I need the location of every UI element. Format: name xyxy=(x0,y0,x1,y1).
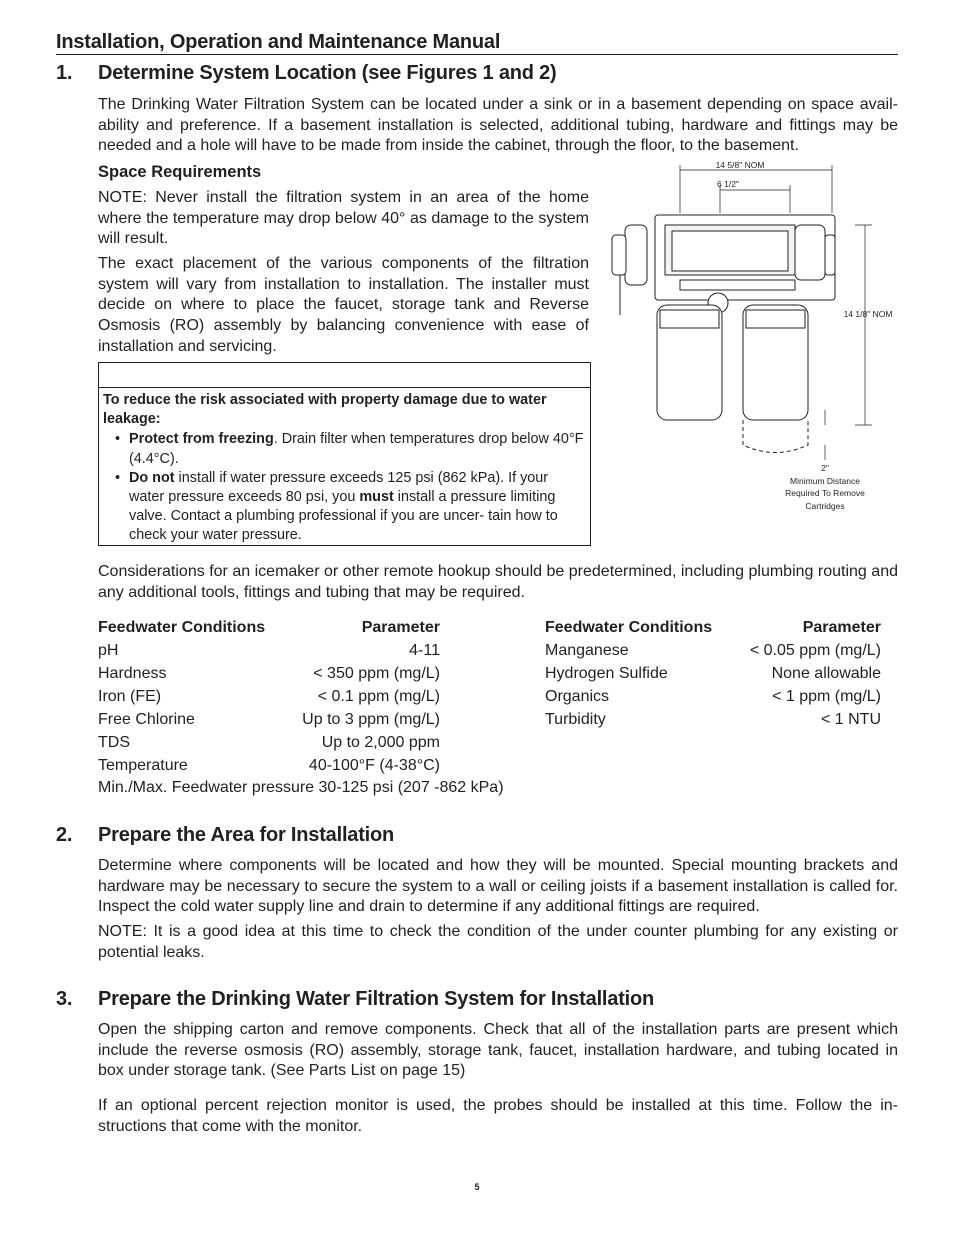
section-1-intro: The Drinking Water Filtration System can be located under a sink or in a basement depending on space avail- ability and preference. If a basement installation is selected, additional tubing, hardware and fittings may be needed and a hole will have to be made from inside the cabinet, through the floor, to the basement. xyxy=(98,96,898,155)
table-row xyxy=(98,662,440,685)
clearance-note-line-2: Required To Remove xyxy=(785,488,865,498)
parameter-cell: 4-11 xyxy=(409,642,440,659)
section-2-number: 2. xyxy=(56,824,73,846)
parameter-cell: None allowable xyxy=(771,665,881,682)
page-number: 5 xyxy=(474,1182,480,1192)
feedwater-table-left-header xyxy=(98,616,440,639)
feedwater-table-right xyxy=(545,616,881,731)
considerations-paragraph: Considerations for an icemaker or other remote hookup should be predetermined, including plumbing routing and any additional tools, fittings and tubing that may be required. xyxy=(98,563,898,601)
warning-body xyxy=(99,388,590,546)
warning-item-pressure-text-1: install if water pressure exceeds 125 psi (862 kPa). If your water pressure exceeds 80 psi, you xyxy=(129,469,549,506)
condition-cell: Organics xyxy=(545,688,610,705)
warning-item-pressure xyxy=(115,469,584,546)
space-requirements-heading: Space Requirements xyxy=(98,163,262,181)
manual-header-title: Installation, Operation and Maintenance Manual xyxy=(56,30,898,55)
condition-cell: Turbidity xyxy=(545,711,606,728)
feedwater-table-right-header xyxy=(545,616,881,639)
dimension-clearance: 2" xyxy=(821,463,829,473)
parameter-cell: < 0.1 ppm (mg/L) xyxy=(317,688,440,705)
table-row xyxy=(545,662,881,685)
section-2-note: NOTE: It is a good idea at this time to check the condition of the under counter plumbing for any existing or potential leaks. xyxy=(98,923,898,961)
section-3-paragraph-2: If an optional percent rejection monitor is used, the probes should be installed at this time. Follow the in- structions that come with the monitor. xyxy=(98,1097,898,1135)
warning-item-pressure-bold: Do not xyxy=(129,469,175,486)
parameter-cell: < 0.05 ppm (mg/L) xyxy=(749,642,881,659)
table-row xyxy=(98,708,440,731)
parameter-cell: Up to 3 ppm (mg/L) xyxy=(302,711,440,728)
feedwater-left-col-parameter: Parameter xyxy=(361,619,440,636)
warning-item-freezing-text: . Drain filter when temperatures drop below 40°F (4.4°C). xyxy=(129,431,584,467)
section-3-number: 3. xyxy=(56,988,73,1010)
feedwater-pressure-range: Min./Max. Feedwater pressure 30-125 psi (207 -862 kPa) xyxy=(98,779,504,796)
section-3-paragraph-1: Open the shipping carton and remove components. Check that all of the installation parts are present which include the reverse osmosis (RO) assembly, storage tank, faucet, installation hardware, and tubing located in box under storage tank. (See Parts List on page 15) xyxy=(98,1021,898,1080)
dimension-height: 14 1/8" NOM xyxy=(843,309,893,319)
table-row xyxy=(98,639,440,662)
condition-cell: Temperature xyxy=(98,757,188,774)
warning-header-bar xyxy=(99,363,590,388)
feedwater-right-col-parameter: Parameter xyxy=(802,619,881,636)
feedwater-right-col-conditions: Feedwater Conditions xyxy=(545,619,713,636)
parameter-cell: < 350 ppm (mg/L) xyxy=(313,665,440,682)
section-3-title: Prepare the Drinking Water Filtration System for Installation xyxy=(98,988,655,1010)
table-row xyxy=(98,754,440,777)
dimension-width-partial: 6 1/2" xyxy=(717,179,739,189)
warning-item-freezing xyxy=(115,430,584,468)
section-2-paragraph-1: Determine where components will be located and how they will be mounted. Special mounting brackets and hardware may be necessary to secure the system to a wall or ceiling joists if a basement installation is called for. Inspect the cold water supply line and drain to determine if any additional fittings are required. xyxy=(98,857,898,916)
placement-paragraph: The exact placement of the various components of the filtration system will vary from installation to installation. The installer must decide on where to place the faucet, storage tank and Reverse Osmosis (RO) assembly by balancing convenience with ease of installation and servicing. xyxy=(98,255,589,355)
parameter-cell: Up to 2,000 ppm xyxy=(321,734,440,751)
table-row xyxy=(545,685,881,708)
section-1-heading xyxy=(56,61,557,85)
clearance-note-line-1: Minimum Distance xyxy=(790,476,860,486)
table-row xyxy=(98,731,440,754)
table-row xyxy=(545,639,881,662)
condition-cell: Hardness xyxy=(98,665,167,682)
condition-cell: Hydrogen Sulfide xyxy=(545,665,668,682)
clearance-note-line-3: Cartridges xyxy=(805,501,845,511)
dimension-width-total: 14 5/8" NOM xyxy=(715,160,765,170)
parameter-cell: 40-100°F (4-38°C) xyxy=(308,757,440,774)
condition-cell: TDS xyxy=(98,734,130,751)
temperature-note: NOTE: Never install the filtration system in an area of the home where the temperature may drop below 40° as damage to the system will result. xyxy=(98,189,589,248)
table-row xyxy=(98,685,440,708)
ro-assembly-drawing xyxy=(612,215,835,453)
warning-list xyxy=(103,430,584,545)
table-row xyxy=(545,708,881,731)
section-1-number: 1. xyxy=(56,62,73,84)
warning-item-freezing-bold: Protect from freezing xyxy=(129,431,274,448)
warning-item-pressure-bold-2: must xyxy=(359,489,394,506)
feedwater-left-col-conditions: Feedwater Conditions xyxy=(98,619,266,636)
warning-item-pressure-text-2: install a pressure limiting valve. Contact a plumbing professional if you are uncer- tain how to check your water pressure. xyxy=(129,489,558,544)
section-1-title: Determine System Location (see Figures 1 and 2) xyxy=(98,62,557,84)
condition-cell: pH xyxy=(98,642,119,659)
parameter-cell: < 1 NTU xyxy=(820,711,881,728)
section-3-heading xyxy=(56,987,654,1011)
warning-lead: To reduce the risk associated with property damage due to water leakage: xyxy=(103,392,547,428)
ro-assembly-figure xyxy=(600,155,920,525)
parameter-cell: < 1 ppm (mg/L) xyxy=(772,688,881,705)
warning-box xyxy=(98,362,591,546)
condition-cell: Iron (FE) xyxy=(98,688,162,705)
condition-cell: Free Chlorine xyxy=(98,711,195,728)
feedwater-table-left xyxy=(98,616,440,777)
section-2-heading xyxy=(56,823,394,847)
condition-cell: Manganese xyxy=(545,642,629,659)
section-2-title: Prepare the Area for Installation xyxy=(98,824,395,846)
